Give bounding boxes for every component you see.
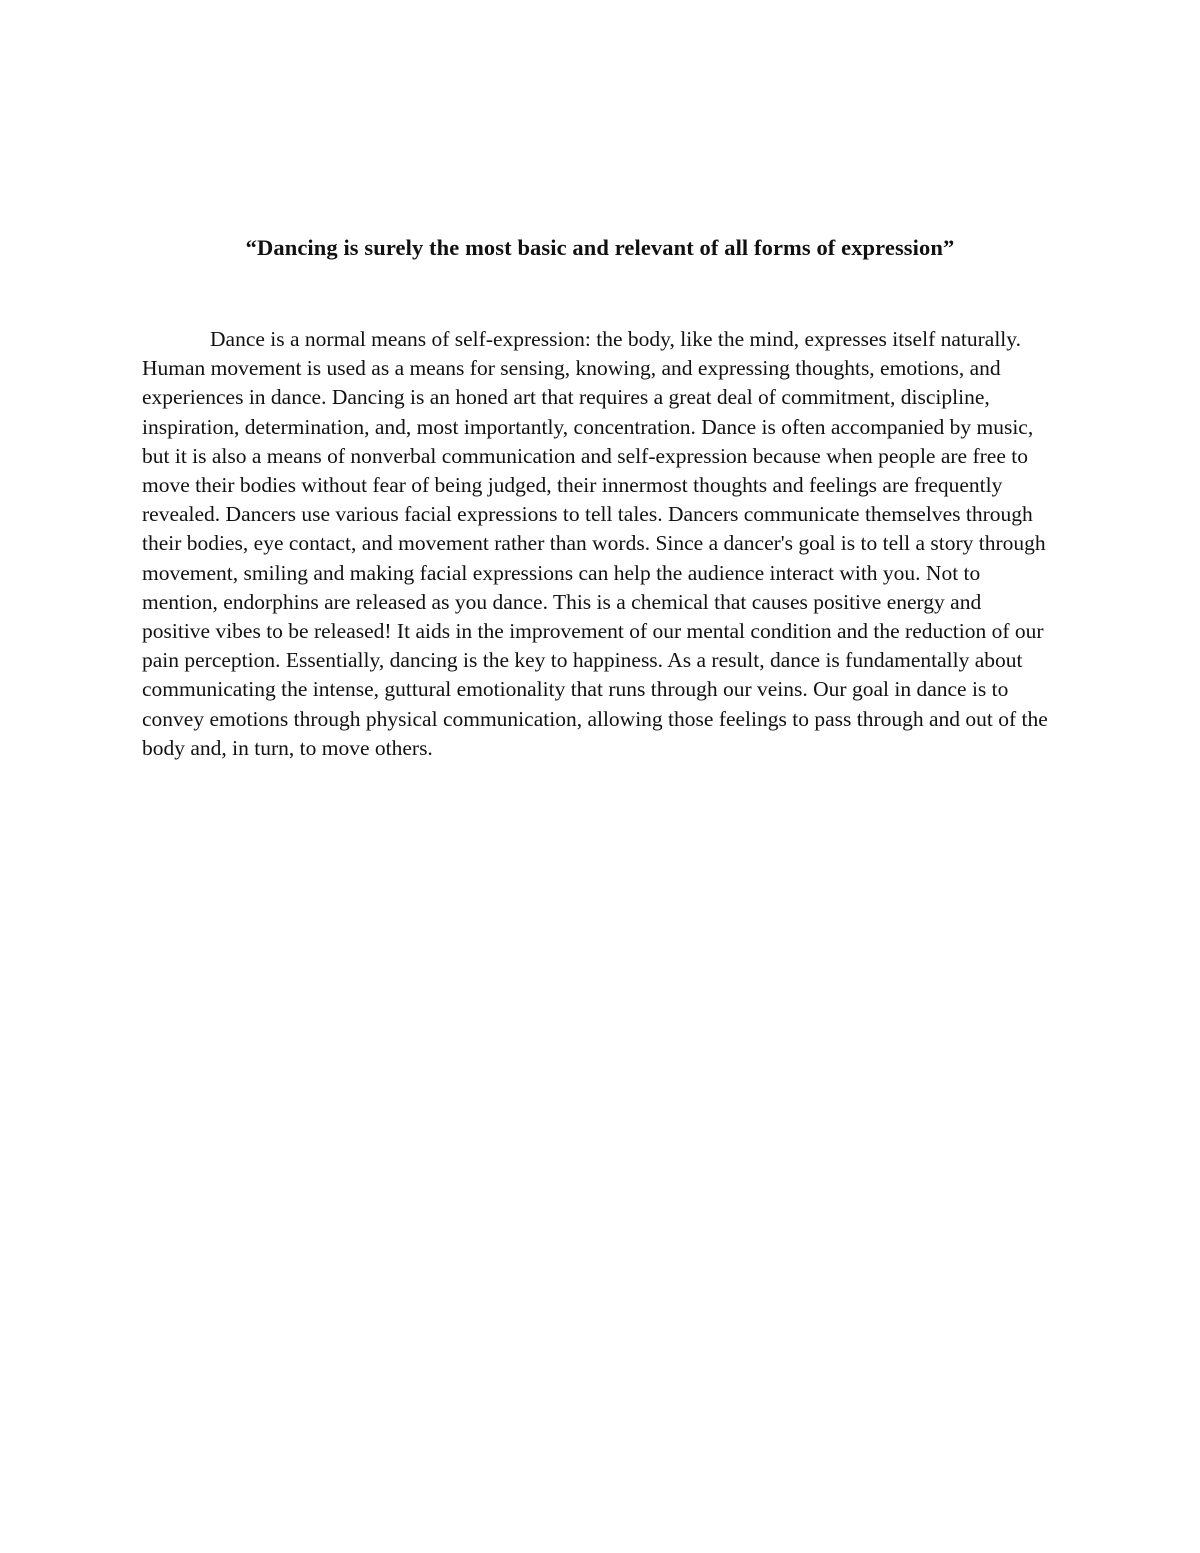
body-paragraph: Dance is a normal means of self-expression: the body, like the mind, expresses itself naturally. Human movement is used as a means for sensing, knowing, and expressing thoughts, emotions, and experiences in dance. Dancing is an honed art that requires a great deal of commitment, discipline, inspiration, determination, and, most importantly, concentration. Dance is often accompanied by music, but it is also a means of nonverbal communication and self-expression because when people are free to move their bodies without fear of being judged, their innermost thoughts and feelings are frequently revealed. Dancers use various facial expressions to tell tales. Dancers communicate themselves through their bodies, eye contact, and movement rather than words. Since a dancer's goal is to tell a story through movement, smiling and making facial expressions can help the audience interact with you. Not to mention, endorphins are released as you dance. This is a chemical that causes positive energy and positive vibes to be released! It aids in the improvement of our mental condition and the reduction of our pain perception. Essentially, dancing is the key to happiness. As a result, dance is fundamentally about communicating the intense, guttural emotionality that runs through our veins. Our goal in dance is to convey emotions through physical communication, allowing those feelings to pass through and out of the body and, in turn, to move others. xyxy=(142,327,1048,760)
document-title: “Dancing is surely the most basic and relevant of all forms of expression” xyxy=(245,235,955,260)
